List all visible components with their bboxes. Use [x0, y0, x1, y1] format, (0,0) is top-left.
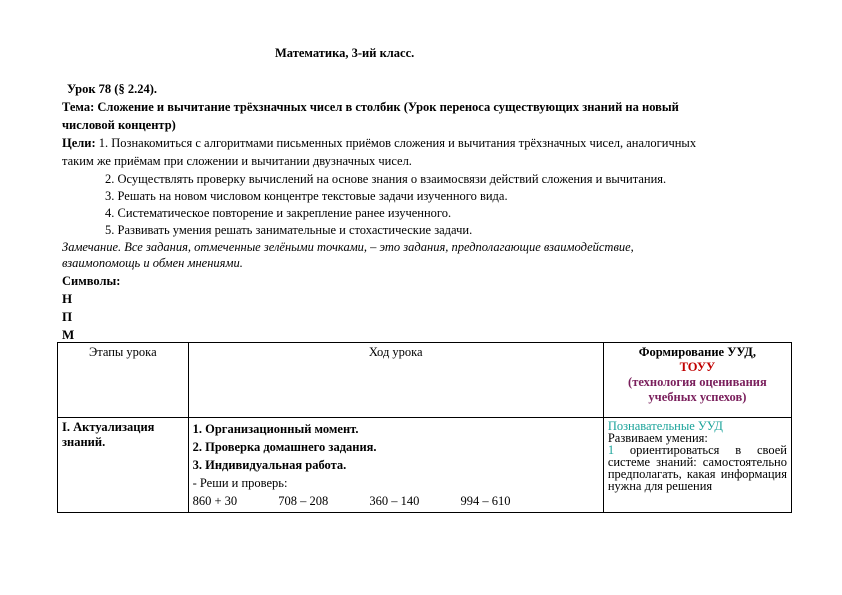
header-uud-line-1: Формирование УУД,: [638, 345, 757, 359]
header-uud-line-3: (технология оценивания: [628, 375, 767, 389]
note-line-2: взаимопомощь и обмен мнениями.: [62, 256, 243, 270]
document-title: Математика, 3-ий класс.: [275, 46, 415, 60]
header-uud-line-2: ТОУУ: [679, 360, 716, 374]
course-task: - Реши и проверь:: [192, 476, 288, 490]
course-cell: [188, 418, 603, 513]
lesson-table: [57, 342, 792, 513]
expression-1: 860 + 30: [192, 494, 238, 508]
topic-line-1: [62, 98, 679, 116]
topic-line-2: числовой концентр): [62, 118, 176, 132]
goals-line-1: [62, 134, 696, 152]
header-stages: [58, 343, 189, 418]
goals-label: Цели:: [62, 136, 96, 150]
uud-intro: Развиваем умения:: [607, 431, 708, 445]
symbol-m: М: [62, 327, 75, 342]
topic-text-1: Сложение и вычитание трёхзначных чисел в столбик (Урок переноса существующих знаний на новый: [94, 100, 679, 114]
symbol-p: П: [62, 309, 73, 324]
course-item-2: 2. Проверка домашнего задания.: [192, 440, 377, 454]
expression-3: 360 – 140: [369, 494, 420, 508]
uud-text: ориентироваться в своей системе знаний: самостоятельно предполагать, какая информация нужна для решения: [607, 443, 787, 493]
symbol-n: Н: [62, 291, 73, 306]
goal-2: 2. Осуществлять проверку вычислений на основе знания о взаимосвязи действий сложения и вычитания.: [105, 172, 667, 186]
uud-text-block: [608, 444, 787, 492]
uud-cell: [603, 418, 791, 513]
lesson-number: Урок 78 (§ 2.24).: [67, 82, 158, 96]
goal-3: 3. Решать на новом числовом концентре текстовые задачи изученного вида.: [105, 189, 508, 203]
header-uud: [603, 343, 791, 418]
note-line-1: Замечание. Все задания, отмеченные зелёными точками, – это задания, предполагающие взаимодействие,: [62, 240, 634, 254]
header-course-label: Ход урока: [368, 345, 423, 359]
header-course: [188, 343, 603, 418]
course-item-1: 1. Организационный момент.: [192, 422, 359, 436]
expression-4: 994 – 610: [460, 494, 511, 508]
header-stages-label: Этапы урока: [88, 345, 157, 359]
header-uud-line-4: учебных успехов): [648, 390, 747, 404]
goal-4: 4. Систематическое повторение и закрепление ранее изученного.: [105, 206, 452, 220]
expression-2: 708 – 208: [278, 494, 329, 508]
table-row: [58, 418, 792, 513]
uud-number: 1: [607, 443, 615, 457]
goal-1a: 1. Познакомиться с алгоритмами письменных приёмов сложения и вычитания трёхзначных чисел, аналогичных: [95, 136, 697, 150]
goal-5: 5. Развивать умения решать занимательные и стохастические задачи.: [105, 223, 473, 237]
goal-1b: таким же приёмам при сложении и вычитании двузначных чисел.: [62, 154, 412, 168]
course-item-3: 3. Индивидуальная работа.: [192, 458, 347, 472]
topic-label: Тема:: [62, 100, 95, 114]
table-header-row: [58, 343, 792, 418]
course-expressions: [193, 492, 599, 510]
stage-cell: I. Актуализация знаний.: [58, 418, 189, 513]
uud-title: Познавательные УУД: [607, 419, 723, 433]
symbols-label: Символы:: [62, 274, 121, 288]
